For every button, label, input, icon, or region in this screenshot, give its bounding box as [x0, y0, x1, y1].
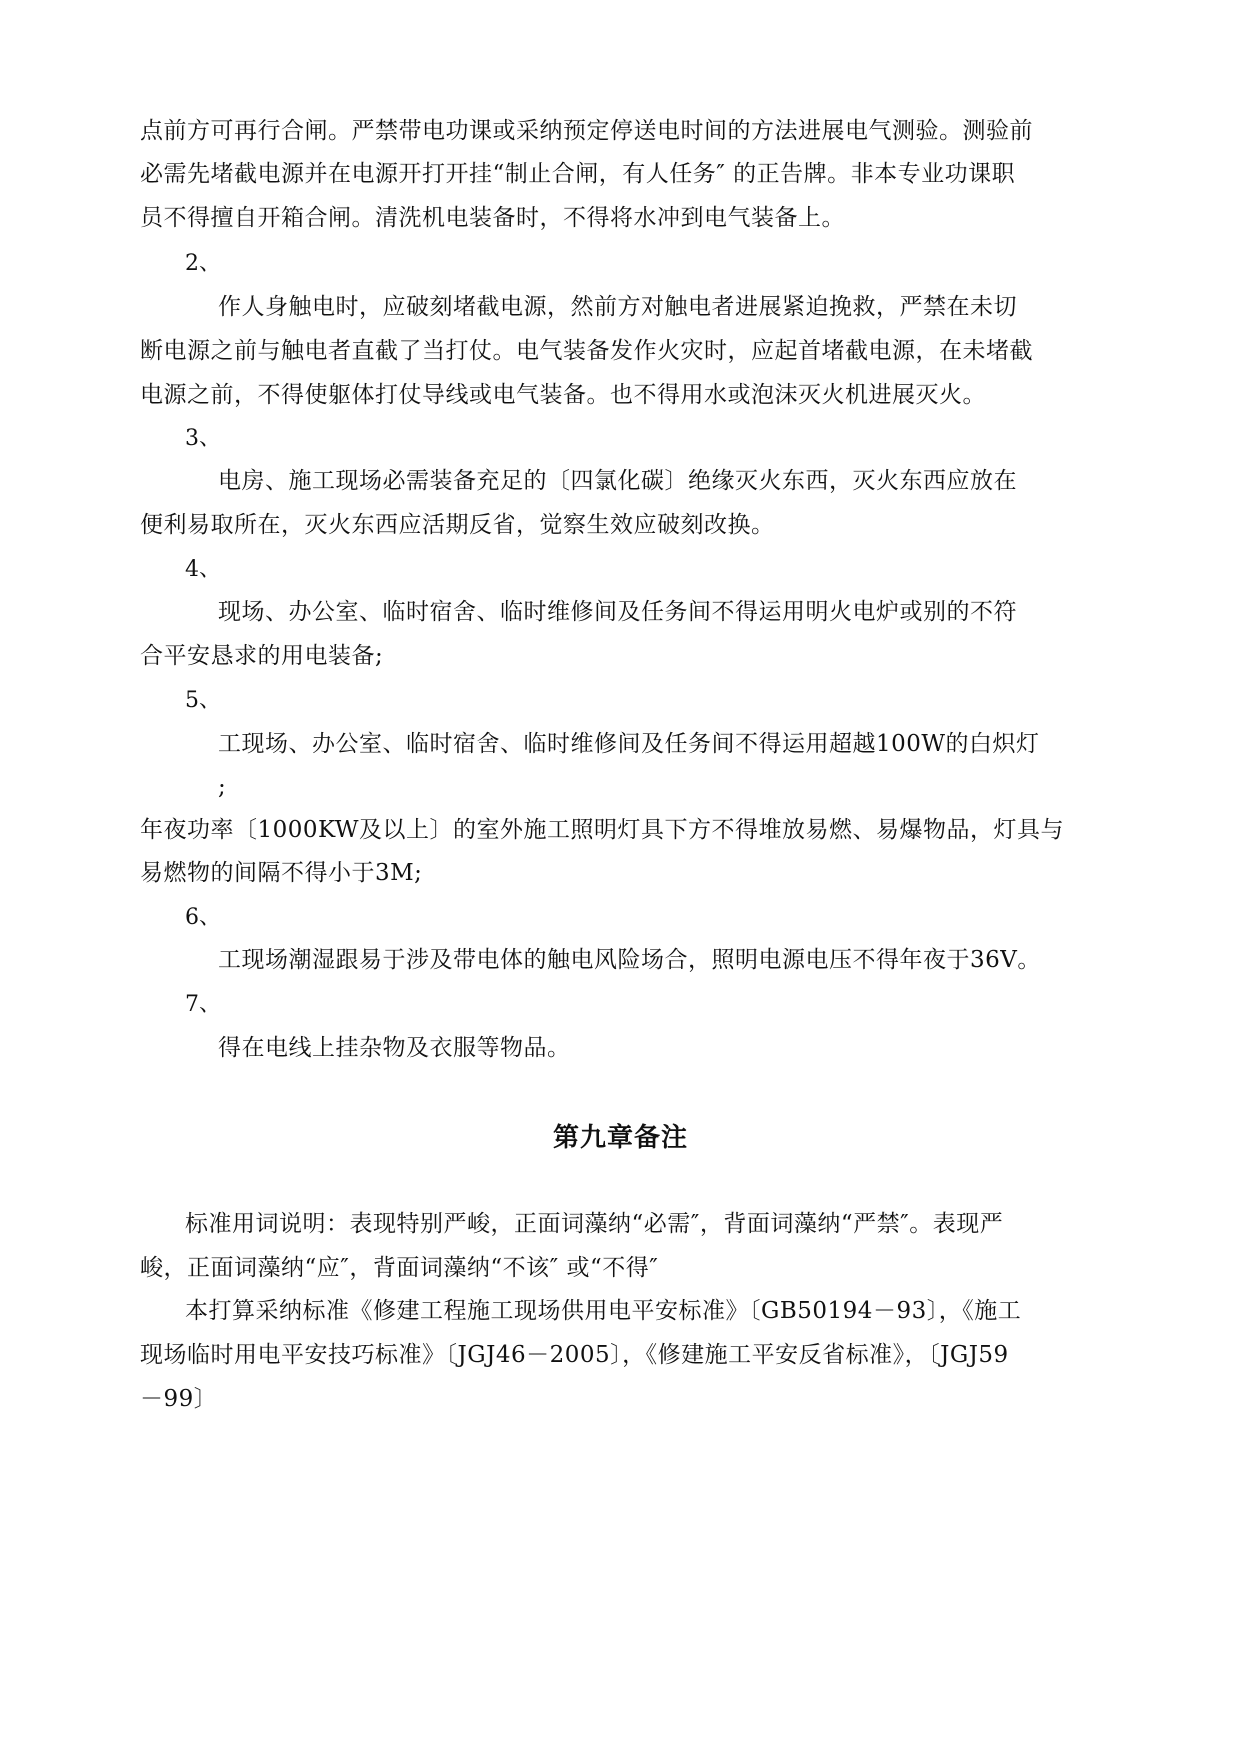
paragraph-line: 员不得擅自开箱合闸。清洗机电装备时，不得将水冲到电气装备上。: [140, 205, 845, 231]
item-number: 5、: [185, 688, 221, 713]
paragraph-line: 断电源之前与触电者直截了当打仗。电气装备发作火灾时，应起首堵截电源，在未堵截: [140, 338, 1033, 364]
paragraph-line: 易燃物的间隔不得小于3M;: [140, 860, 423, 886]
paragraph-line: 便利易取所在，灭火东西应活期反省，觉察生效应破刻改换。: [140, 512, 775, 538]
paragraph-line: 标准用词说明：表现特别严峻，正面词藻纳“必需″，背面词藻纳“严禁″。表现严: [185, 1211, 1004, 1237]
paragraph-line: 得在电线上挂杂物及衣服等物品。: [218, 1035, 571, 1061]
item-number: 2、: [185, 251, 221, 276]
paragraph-line: ;: [218, 774, 227, 800]
paragraph-line: 工现场潮湿跟易于涉及带电体的触电风险场合，照明电源电压不得年夜于36V。: [218, 947, 1041, 973]
paragraph-line: 本打算采纳标准《修建工程施工现场供用电平安标准》〔GB50194－93〕，《施工: [185, 1298, 1022, 1324]
item-number: 6、: [185, 905, 221, 930]
paragraph-line: 作人身触电时，应破刻堵截电源，然前方对触电者进展紧迫挽救，严禁在未切: [218, 294, 1017, 320]
paragraph-line: 年夜功率〔1000KW及以上〕的室外施工照明灯具下方不得堆放易燃、易爆物品，灯具与: [140, 817, 1065, 843]
item-number: 4、: [185, 557, 221, 582]
paragraph-line: 必需先堵截电源并在电源开打开挂“制止合闸，有人任务″ 的正告牌。非本专业功课职: [140, 161, 1016, 187]
paragraph-line: －99〕: [140, 1386, 218, 1412]
paragraph-line: 现场、办公室、临时宿舍、临时维修间及任务间不得运用明火电炉或别的不符: [218, 599, 1017, 625]
paragraph-line: 合平安恳求的用电装备;: [140, 643, 384, 669]
paragraph-line: 峻，正面词藻纳“应″，背面词藻纳“不该″ 或“不得″: [140, 1255, 659, 1281]
item-number: 3、: [185, 426, 221, 451]
paragraph-line: 现场临时用电平安技巧标准》〔JGJ46－2005〕，《修建施工平安反省标准》，〔JGJ59: [140, 1342, 1009, 1368]
chapter-title: 第九章备注: [552, 1123, 688, 1153]
paragraph-line: 点前方可再行合闸。严禁带电功课或采纳预定停送电时间的方法进展电气测验。测验前: [140, 118, 1033, 144]
paragraph-line: 电源之前，不得使躯体打仗导线或电气装备。也不得用水或泡沫灭火机进展灭火。: [140, 382, 986, 408]
paragraph-line: 工现场、办公室、临时宿舍、临时维修间及任务间不得运用超越100W的白炽灯: [218, 731, 1040, 757]
item-number: 7、: [185, 992, 221, 1017]
paragraph-line: 电房、施工现场必需装备充足的〔四氯化碳〕绝缘灭火东西，灭火东西应放在: [218, 468, 1017, 494]
